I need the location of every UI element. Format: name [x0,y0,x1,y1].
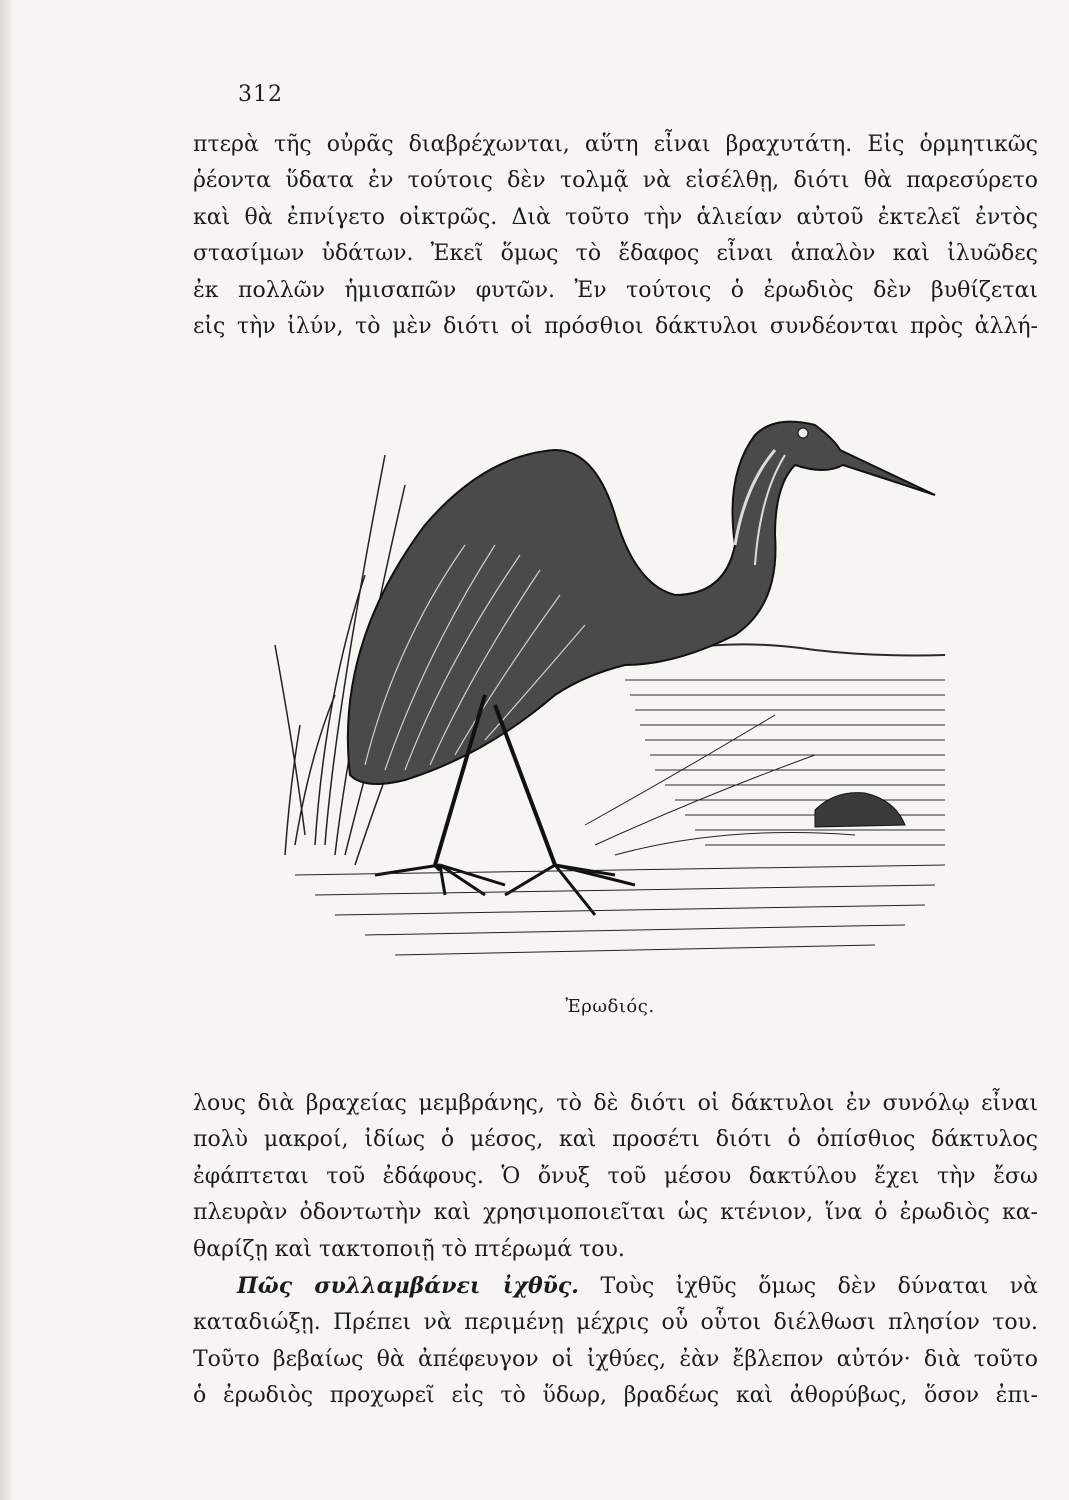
text-line: ὁ ἐρωδιὸς προχωρεῖ εἰς τὸ ὕδωρ, βραδέως καὶ ἀθορύβως, ὅσον ἐπι- [193,1383,1038,1409]
text-line: στασίμων ὑδάτων. Ἐκεῖ ὅμως τὸ ἔδαφος εἶναι ἁπαλὸν καὶ ἰλυῶδες [193,241,1038,267]
text-line: θαρίζῃ καὶ τακτοποιῇ τὸ πτέρωμά του. [193,1236,625,1262]
section-first-line [193,1268,1038,1305]
text-line: πολὺ μακροί, ἰδίως ὁ μέσος, καὶ προσέτι διότι ὁ ὀπίσθιος δάκτυλος [193,1127,1038,1153]
text-line: πτερὰ τῆς οὐρᾶς διαβρέχωνται, αὕτη εἶναι βραχυτάτη. Εἰς ὁρμητικῶς [193,132,1038,157]
text-line: ῥέοντα ὕδατα ἐν τούτοις δὲν τολμᾷ νὰ εἰσέλθῃ, διότι θὰ παρεσύρετο [193,168,1038,194]
eye-icon [798,428,808,438]
text-line: λους διὰ βραχείας μεμβράνης, τὸ δὲ διότι οἱ δάκτυλοι ἐν συνόλῳ εἶναι [193,1091,1038,1116]
paragraph-top [193,127,1038,345]
rock [815,793,905,827]
text-line: πλευρὰν ὀδοντωτὴν καὶ χρησιμοποιεῖται ὡς κτένιον, ἵνα ὁ ἐρωδιὸς κα- [193,1200,1038,1226]
text-line: εἰς τὴν ἰλύν, τὸ μὲν διότι οἱ πρόσθιοι δάκτυλοι συνδέονται πρὸς ἀλλή- [193,314,1038,340]
paragraph-bottom [193,1086,1038,1415]
figure-caption: Ἐρωδιός. [565,996,655,1017]
text-line: ἐφάπτεται τοῦ ἐδάφους. Ὁ ὄνυξ τοῦ μέσου δακτύλου ἔχει τὴν ἔσω [193,1163,1038,1189]
heron-illustration [255,395,955,995]
text-line: καὶ θὰ ἐπνίγετο οἰκτρῶς. Διὰ τοῦτο τὴν ἁλιείαν αὐτοῦ ἐκτελεῖ ἐντὸς [193,204,1038,230]
section-first-line-rest: Τοὺς ἰχθῦς ὅμως δὲν δύναται νὰ [600,1274,1038,1300]
page-number: 312 [238,82,283,107]
page-edge-shadow [0,0,14,1500]
text-line: ἐκ πολλῶν ἡμισαπῶν φυτῶν. Ἐν τούτοις ὁ ἐρωδιὸς δὲν βυθίζεται [193,277,1038,303]
section-heading: Πῶς συλλαμβάνει ἰχθῦς. [237,1273,579,1300]
text-line: Τοῦτο βεβαίως θὰ ἀπέφευγον οἱ ἰχθύες, ἐὰν ἔβλεπον αὐτόν· διὰ τοῦτο [193,1346,1038,1372]
text-line: καταδιώξῃ. Πρέπει νὰ περιμένῃ μέχρις οὗ οὗτοι διέλθωσι πλησίον του. [193,1310,1038,1336]
heron-body [348,422,935,784]
